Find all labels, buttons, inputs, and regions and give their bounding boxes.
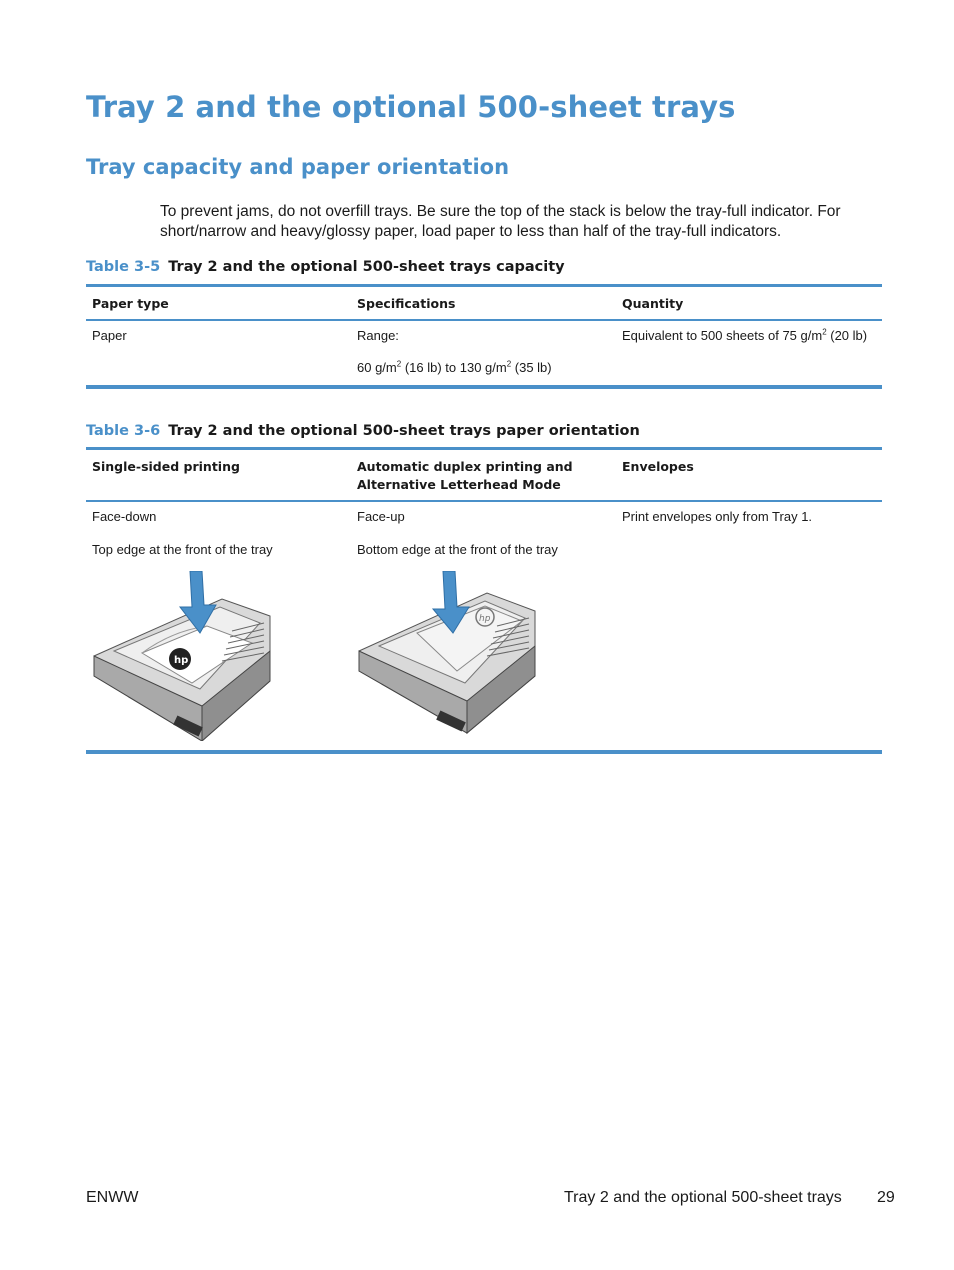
capacity-table xyxy=(86,284,882,389)
cell-paper-type xyxy=(86,327,351,385)
paper-type-value: Paper xyxy=(92,327,127,343)
envelopes-text: Print envelopes only from Tray 1. xyxy=(622,508,813,524)
table-bottom-rule xyxy=(86,385,882,389)
section-title: Tray capacity and paper orientation xyxy=(86,155,510,179)
spec-range-value xyxy=(357,359,616,377)
orientation-table xyxy=(86,447,882,754)
table2-caption-number: Table 3-6 xyxy=(86,423,161,439)
cell-duplex xyxy=(351,508,616,750)
header-envelopes: Envelopes xyxy=(622,459,694,474)
svg-text:hp: hp xyxy=(174,654,189,666)
table1-caption xyxy=(86,259,565,275)
face-up-text: Face-up xyxy=(357,508,405,524)
bottom-edge-text: Bottom edge at the front of the tray xyxy=(357,541,558,557)
header-duplex: Automatic duplex printing and Alternative Letterhead Mode xyxy=(357,459,573,492)
header-paper-type: Paper type xyxy=(92,296,169,311)
cell-envelopes xyxy=(616,508,881,750)
cell-quantity xyxy=(616,327,881,385)
quantity-lb: (20 lb) xyxy=(826,327,868,343)
table-row xyxy=(86,321,882,385)
table2-caption xyxy=(86,423,640,439)
footer-left: ENWW xyxy=(86,1189,139,1206)
header-single-sided: Single-sided printing xyxy=(92,459,240,474)
header-quantity: Quantity xyxy=(622,296,684,311)
table1-caption-text: Tray 2 and the optional 500-sheet trays capacity xyxy=(168,259,565,275)
spec-sup-1: 2 xyxy=(396,359,402,369)
intro-paragraph: To prevent jams, do not overfill trays. Be sure the top of the stack is below the tray-full indicator. For short/narrow and heavy/glossy paper, load paper to less than half of the tray-full indicators. xyxy=(160,203,841,240)
spec-mid: (16 lb) to 130 g/m xyxy=(401,359,507,375)
table-row xyxy=(86,502,882,750)
quantity-sup: 2 xyxy=(822,327,827,337)
table-bottom-rule xyxy=(86,750,882,754)
quantity-value xyxy=(622,327,881,345)
table1-caption-number: Table 3-5 xyxy=(86,259,161,275)
svg-text:hp: hp xyxy=(479,613,491,624)
table-header-row xyxy=(86,450,882,500)
spec-min: 60 g/m xyxy=(357,359,397,375)
cell-specifications xyxy=(351,327,616,385)
page-number: 29 xyxy=(877,1189,895,1206)
page-title: Tray 2 and the optional 500-sheet trays xyxy=(86,90,736,124)
top-edge-text: Top edge at the front of the tray xyxy=(92,541,273,557)
spec-sup-2: 2 xyxy=(506,359,512,369)
header-specifications: Specifications xyxy=(357,296,456,311)
quantity-text: Equivalent to 500 sheets of 75 g/m xyxy=(622,327,823,343)
tray-face-down-illustration xyxy=(92,571,272,741)
face-down-text: Face-down xyxy=(92,508,157,524)
table-header-row xyxy=(86,287,882,319)
spec-range-label: Range: xyxy=(357,327,399,343)
cell-single-sided xyxy=(86,508,351,750)
table2-caption-text: Tray 2 and the optional 500-sheet trays paper orientation xyxy=(168,423,640,439)
tray-face-up-illustration xyxy=(357,571,537,736)
spec-max: (35 lb) xyxy=(511,359,552,375)
footer-title: Tray 2 and the optional 500-sheet trays xyxy=(564,1189,842,1206)
